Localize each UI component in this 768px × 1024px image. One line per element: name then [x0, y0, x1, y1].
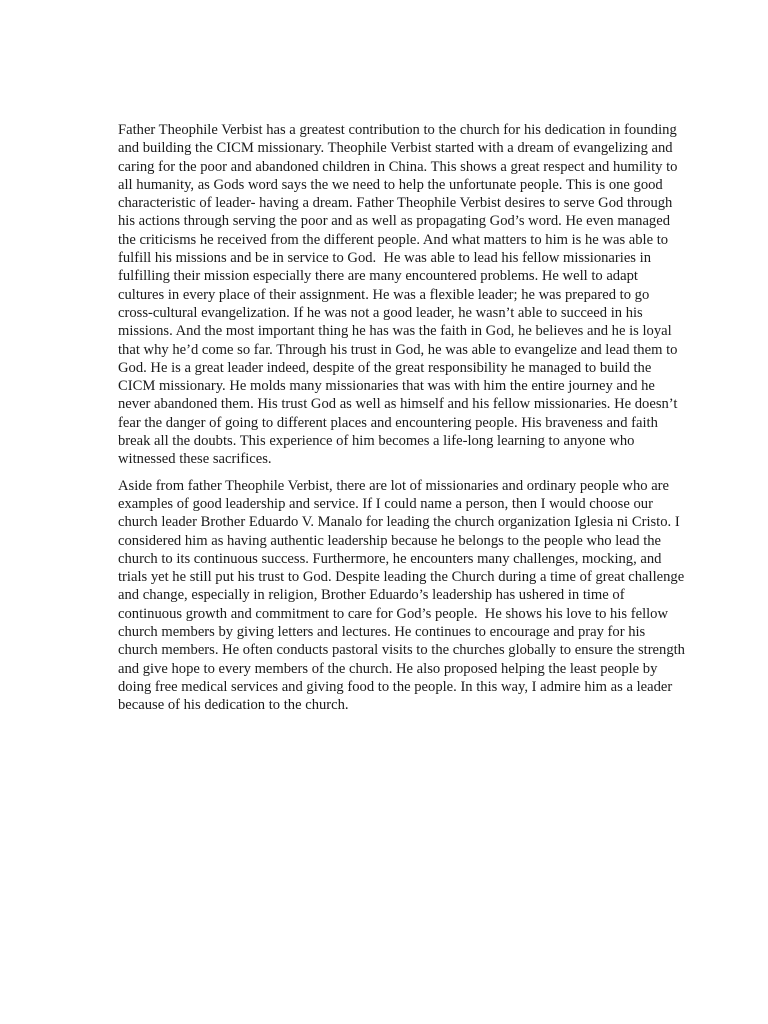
text-line: and give hope to every members of the church. He also proposed helping the least people by [118, 660, 658, 677]
text-line: church members by giving letters and lectures. He continues to encourage and pray for his [118, 624, 646, 641]
text-line: cultures in every place of their assignment. He was a flexible leader; he was prepared to go [118, 286, 650, 303]
text-line: that why he’d come so far. Through his trust in God, he was able to evangelize and lead them to [118, 341, 678, 358]
text-line: Father Theophile Verbist has a greatest contribution to the church for his dedication in founding [118, 122, 677, 138]
text-line: and change, especially in religion, Brother Eduardo’s leadership has ushered in time of [118, 587, 625, 604]
text-line: church to its continuous success. Furthermore, he encounters many challenges, mocking, and [118, 550, 662, 567]
text-line: fulfill his missions and be in service to God. He was able to lead his fellow missionaries in [118, 250, 651, 267]
paragraph-verbist [118, 121, 688, 469]
text-line: all humanity, as Gods word says the we need to help the unfortunate people. This is one good [118, 176, 663, 193]
text-line: continuous growth and commitment to care for God’s people. He shows his love to his fellow [118, 605, 669, 622]
text-line: and building the CICM missionary. Theophile Verbist started with a dream of evangelizing and [118, 140, 673, 157]
text-line: the criticisms he received from the different people. And what matters to him is he was able to [118, 231, 669, 248]
text-line: caring for the poor and abandoned children in China. This shows a great respect and humility to [118, 158, 678, 175]
text-line: God. He is a great leader indeed, despite of the great responsibility he managed to build the [118, 359, 652, 376]
text-line: characteristic of leader- having a dream. Father Theophile Verbist desires to serve God through [118, 195, 673, 212]
text-line: because of his dedication to the church. [118, 697, 349, 714]
text-line: witnessed these sacrifices. [118, 451, 272, 468]
text-line: trials yet he still put his trust to God. Despite leading the Church during a time of great challenge [118, 569, 685, 586]
text-line: cross-cultural evangelization. If he was not a good leader, he wasn’t able to succeed in his [118, 304, 643, 321]
text-line: church leader Brother Eduardo V. Manalo for leading the church organization Iglesia ni Cristo. I [118, 514, 680, 531]
text-line: CICM missionary. He molds many missionaries that was with him the entire journey and he [118, 378, 655, 395]
document-body [118, 121, 688, 715]
text-line: fulfilling their mission especially there are many encountered problems. He well to adapt [118, 268, 638, 285]
text-line: his actions through serving the poor and as well as propagating God’s word. He even managed [118, 213, 670, 230]
text-line: examples of good leadership and service. If I could name a person, then I would choose our [118, 495, 653, 512]
text-line: missions. And the most important thing he has was the faith in God, he believes and he is loyal [118, 323, 672, 340]
text-line: never abandoned them. His trust God as well as himself and his fellow missionaries. He doesn’t [118, 396, 678, 413]
paragraph-manalo [118, 477, 688, 715]
text-line: church members. He often conducts pastoral visits to the churches globally to ensure the strength [118, 642, 685, 659]
text-line: fear the danger of going to different places and encountering people. His braveness and faith [118, 414, 658, 431]
text-line: considered him as having authentic leadership because he belongs to the people who lead the [118, 532, 662, 549]
text-line: Aside from father Theophile Verbist, there are lot of missionaries and ordinary people who are [118, 477, 670, 494]
text-line: break all the doubts. This experience of him becomes a life-long learning to anyone who [118, 433, 635, 450]
text-line: doing free medical services and giving food to the people. In this way, I admire him as a leader [118, 678, 673, 695]
